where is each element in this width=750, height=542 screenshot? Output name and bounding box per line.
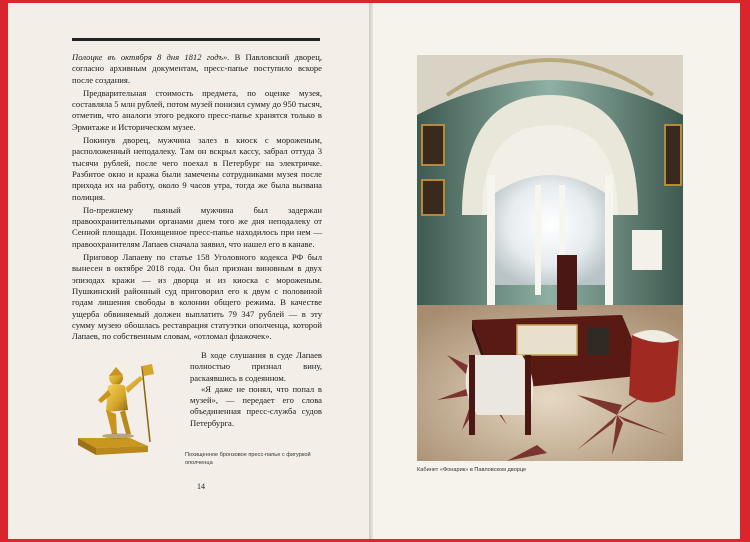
photo-caption: Кабинет «Фонарик» в Павловском дворце <box>417 467 527 473</box>
header-rule <box>72 38 320 41</box>
room-photo <box>417 55 683 461</box>
statue-caption: Похищенное бронзовое пресс-папье с фигуркой ополченца <box>185 452 311 466</box>
paragraph-2: Предварительная стоимость предмета, по оценке музея, составляла 5 млн рублей, потом музей понизил сумму до 950 тысяч, отметив, что аналоги этого редкого пресс-папье хранятся только в Эрмитаже и Историческом музее. <box>72 87 322 132</box>
paragraph-1 <box>72 52 322 86</box>
side-paragraph-1: В ходе слушания в суде Лапаев полностью признал вину, раскаявшись в содеянном. <box>190 350 322 383</box>
paragraph-1-italic: Полоцке въ октября 8 дня 1812 годъ». <box>72 52 230 62</box>
side-text <box>190 350 322 429</box>
page-number: 14 <box>197 482 205 491</box>
paragraph-4: По-прежнему пьяный мужчина был задержан правоохранительными органами днем того же дня неподалеку от Сенной площади. Похищенное пресс-папье находилось при нем — правоохранителям Лапаев сначала заявил, что нашел его в канаве. <box>72 204 322 249</box>
paragraph-3: Покинув дворец, мужчина залез в киоск с мороженым, расположенный неподалеку. Там он вскрыл кассу, забрал оттуда 3 тысячи рублей, после чего поехал в Петербург на электричке. Разбитое окно и кража были замечены сотрудниками музея после прихода их на работу, около 9 часов утра, тогда же была вызвана полиция. <box>72 135 322 202</box>
main-article-text <box>72 52 322 342</box>
side-paragraph-2: «Я даже не понял, что попал в музей», — передает его слова объединенная пресс-служба судов Петербурга. <box>190 383 322 428</box>
statue-photo <box>68 358 163 458</box>
paragraph-5: Приговор Лапаеву по статье 158 Уголовного кодекса РФ был вынесен в октябре 2018 года. Он был признан виновным в двух эпизодах кражи — из дворца и из киоска с мороженым. Пушкинский районный суд приговорил его к двум с половиной годам лишения свободы в колонии общего режима. В качестве ущерба обвиняемый должен выплатить 79 347 рублей — в эту сумму музею обошлась реставрация статуэтки ополченца, которой Лапаев, по собственным словам, «отломал флажочек». <box>72 252 322 342</box>
paragraph-1-rest: В Павловский дворец, согласно архивным документам, пресс-папье поступило вскоре после создания. <box>72 52 322 85</box>
